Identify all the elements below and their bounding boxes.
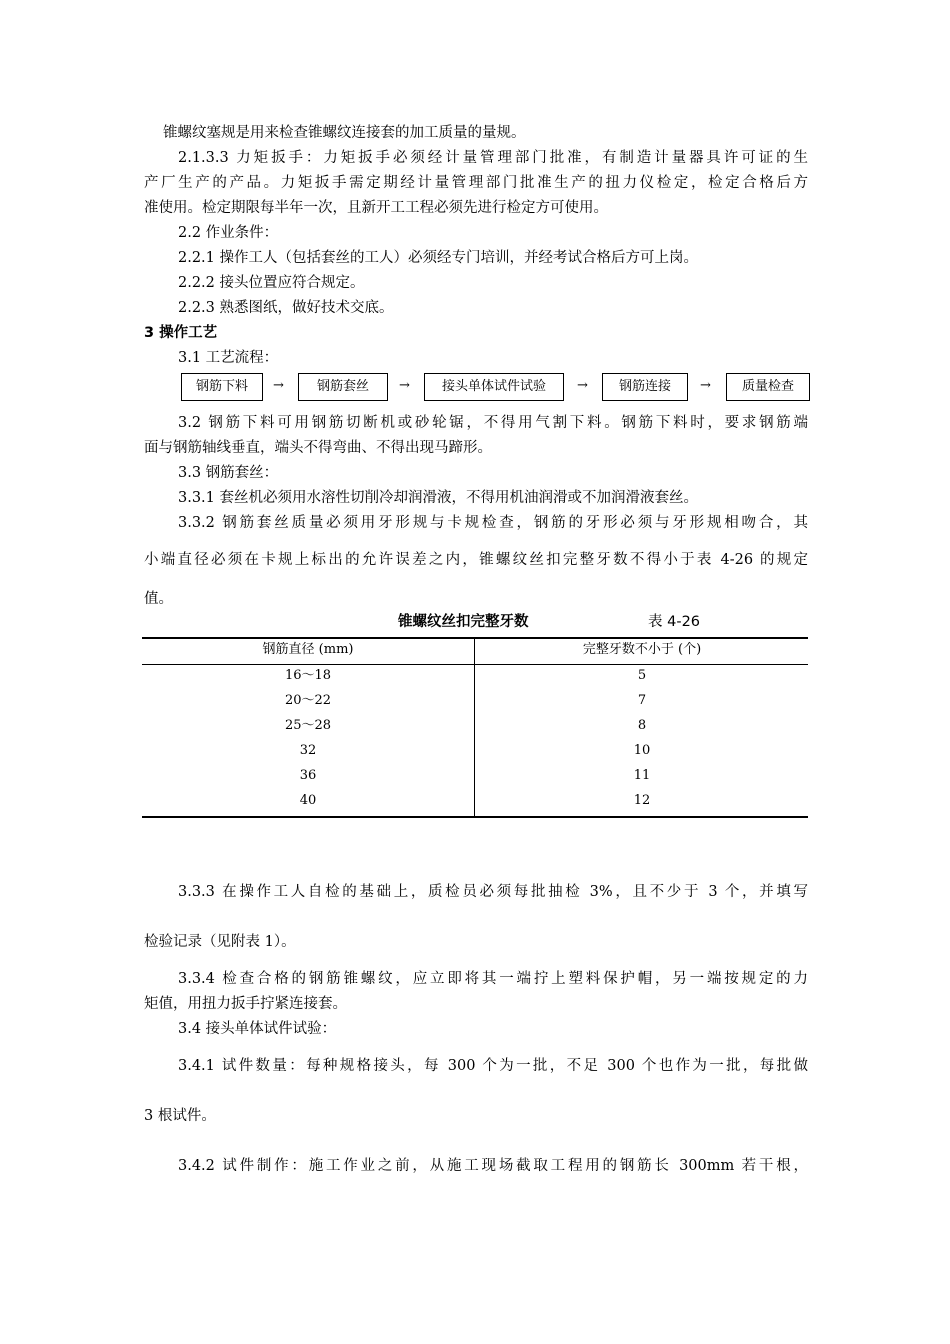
paragraph-3-2-line1: 3.2 钢筋下料可用钢筋切断机或砂轮锯，不得用气割下料。钢筋下料时，要求钢筋端 xyxy=(178,415,808,431)
table-cell-diameter: 25～28 xyxy=(284,718,332,733)
item-2-2-1: 2.2.1 操作工人（包括套丝的工人）必须经专门培训，并经考试合格后方可上岗。 xyxy=(178,250,699,266)
table-cell-diameter: 36 xyxy=(299,768,317,783)
table-cell-count: 7 xyxy=(637,693,647,708)
table-cell-diameter: 32 xyxy=(299,743,317,758)
item-3-3-2-line3: 值。 xyxy=(144,591,173,607)
paragraph-plug-gauge: 锥螺纹塞规是用来检查锥螺纹连接套的加工质量的量规。 xyxy=(163,125,526,141)
paragraph-3-2-line2: 面与钢筋轴线垂直，端头不得弯曲、不得出现马蹄形。 xyxy=(144,440,492,456)
table-cell-count: 12 xyxy=(633,793,651,808)
flow-step-quality-check: 质量检查 xyxy=(726,373,810,401)
item-3-3-1: 3.3.1 套丝机必须用水溶性切削冷却润滑液，不得用机油润滑或不加润滑液套丝。 xyxy=(178,490,699,506)
table-top-rule xyxy=(142,637,808,639)
flow-step-threading: 钢筋套丝 xyxy=(298,373,388,401)
flow-step-connection: 钢筋连接 xyxy=(602,373,688,401)
table-column-divider xyxy=(474,639,475,816)
item-3-3-2-line2: 小端直径必须在卡规上标出的允许误差之内，锥螺纹丝扣完整牙数不得小于表 4-26 的规定 xyxy=(144,552,808,568)
table-header-thread-count: 完整牙数不小于 (个) xyxy=(582,642,702,657)
item-3-3-3-line1: 3.3.3 在操作工人自检的基础上，质检员必须每批抽检 3%，且不少于 3 个，并填写 xyxy=(178,884,808,900)
item-3-4-2-line1: 3.4.2 试件制作：施工作业之前，从施工现场截取工程用的钢筋长 300mm 若干根， xyxy=(178,1158,808,1174)
flow-step-specimen-test: 接头单体试件试验 xyxy=(424,373,564,401)
table-header-rule xyxy=(142,664,808,665)
table-bottom-rule xyxy=(142,816,808,818)
flow-arrow-3: → xyxy=(577,378,588,393)
table-number: 表 4-26 xyxy=(648,614,701,630)
paragraph-torque-wrench-line1: 2.1.3.3 力矩扳手：力矩扳手必须经计量管理部门批准，有制造计量器具许可证的生 xyxy=(178,150,808,166)
table-title: 锥螺纹丝扣完整牙数 xyxy=(398,614,529,630)
table-cell-count: 5 xyxy=(637,668,647,683)
table-cell-count: 11 xyxy=(633,768,651,783)
table-cell-diameter: 20～22 xyxy=(284,693,332,708)
item-3-3-4-line1: 3.3.4 检查合格的钢筋锥螺纹，应立即将其一端拧上塑料保护帽，另一端按规定的力 xyxy=(178,971,808,987)
table-cell-diameter: 40 xyxy=(299,793,317,808)
item-2-2-3: 2.2.3 熟悉图纸，做好技术交底。 xyxy=(178,300,394,316)
flow-arrow-2: → xyxy=(399,378,410,393)
table-header-diameter: 钢筋直径 (mm) xyxy=(262,642,354,657)
table-cell-count: 8 xyxy=(637,718,647,733)
paragraph-torque-wrench-line2: 产厂生产的产品。力矩扳手需定期经计量管理部门批准生产的扭力仪检定，检定合格后方 xyxy=(144,175,808,191)
paragraph-torque-wrench-line3: 准使用。检定期限每半年一次，且新开工工程必须先进行检定方可使用。 xyxy=(144,200,608,216)
table-cell-diameter: 16～18 xyxy=(284,668,332,683)
item-3-3-4-line2: 矩值，用扭力扳手拧紧连接套。 xyxy=(144,996,347,1012)
heading-3: 3 操作工艺 xyxy=(144,325,218,341)
heading-3-4: 3.4 接头单体试件试验： xyxy=(178,1021,337,1037)
item-3-4-1-line2: 3 根试件。 xyxy=(144,1108,216,1124)
heading-3-1: 3.1 工艺流程： xyxy=(178,350,279,366)
flow-step-cutting: 钢筋下料 xyxy=(181,373,263,401)
flow-arrow-1: → xyxy=(273,378,284,393)
item-3-3-3-line2: 检验记录（见附表 1）。 xyxy=(144,934,296,950)
flow-arrow-4: → xyxy=(700,378,711,393)
table-cell-count: 10 xyxy=(633,743,651,758)
item-2-2-2: 2.2.2 接头位置应符合规定。 xyxy=(178,275,365,291)
heading-3-3: 3.3 钢筋套丝： xyxy=(178,465,279,481)
item-3-3-2-line1: 3.3.2 钢筋套丝质量必须用牙形规与卡规检查，钢筋的牙形必须与牙形规相吻合，其 xyxy=(178,515,808,531)
heading-2-2: 2.2 作业条件： xyxy=(178,225,279,241)
item-3-4-1-line1: 3.4.1 试件数量：每种规格接头，每 300 个为一批，不足 300 个也作为一批，每批做 xyxy=(178,1058,808,1074)
